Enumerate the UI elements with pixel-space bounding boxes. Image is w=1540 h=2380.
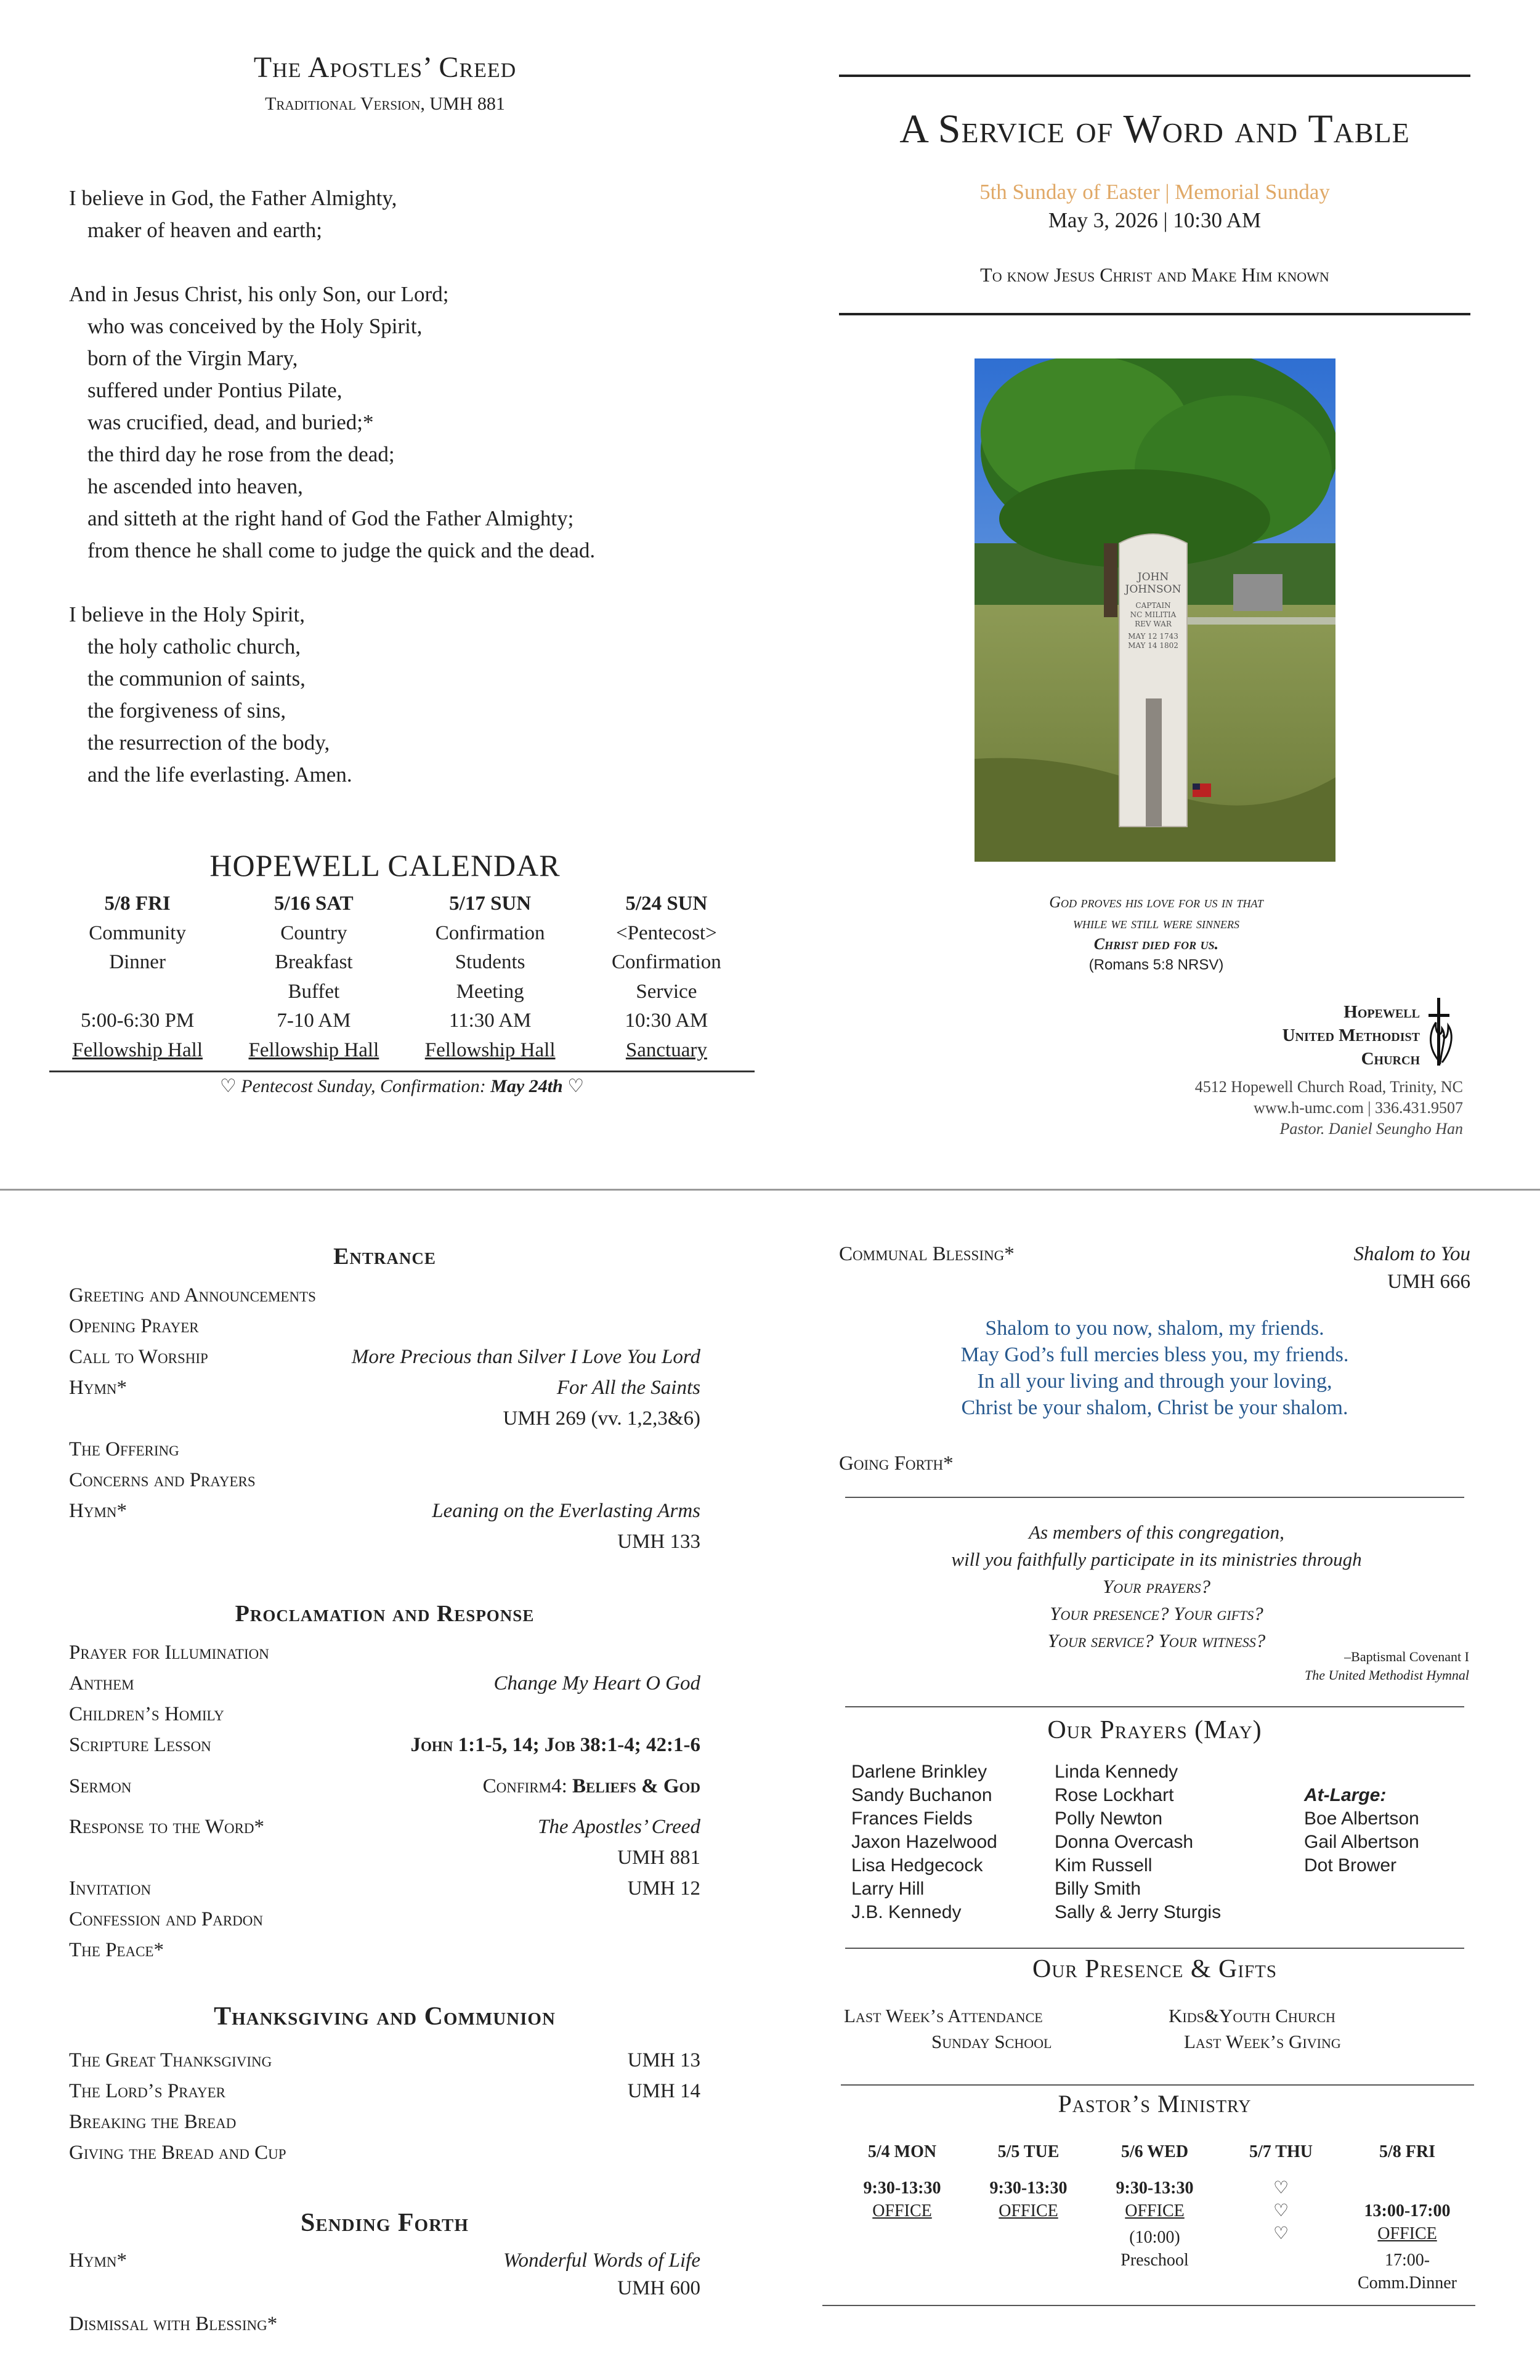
prayer-name: J.B. Kennedy [851, 1902, 962, 1922]
sermon-series: Confirm4: [482, 1775, 573, 1797]
covenant-quote [844, 1519, 1469, 1654]
order-item [69, 1939, 700, 1970]
headstone-line: JOHNSON [1125, 583, 1181, 596]
order-item-label: Prayer for Illumination [69, 1641, 269, 1664]
creed-line: And in Jesus Christ, his only Son, our Lord; [69, 282, 449, 306]
event-line: Country [280, 921, 347, 944]
gifts-block [839, 2003, 1470, 2058]
church-motto: ო To know Jesus Christ and Make Him known ო [965, 264, 1345, 286]
attendance-label: Last Week’s Attendance [844, 2005, 1043, 2026]
creed-line: and sitteth at the right hand of God the Father Almighty; [87, 506, 574, 530]
order-item-label: The Lord’s Prayer [69, 2080, 226, 2102]
cover-bottom-rule [839, 313, 1470, 315]
schedule-date: 5/7 THU [1249, 2142, 1313, 2161]
order-item [69, 1908, 700, 1939]
order-item-label: Children’s Homily [69, 1703, 224, 1725]
church-name [1283, 1000, 1420, 1071]
order-item-label: The Great Thanksgiving [69, 2049, 272, 2071]
order-item-label: Scripture Lesson [69, 1734, 211, 1756]
liturgical-day: 5th Sunday of Easter | Memorial Sunday [979, 180, 1330, 204]
order-item [69, 2111, 700, 2142]
verse-reference: (Romans 5:8 NRSV) [1088, 957, 1224, 973]
order-item [69, 2142, 700, 2172]
headstone-line: MAY 12 1743 [1128, 632, 1178, 641]
schedule-place: OFFICE [1377, 2224, 1437, 2243]
pastor-ministry-heading: Pastor’s Ministry [1058, 2090, 1252, 2118]
order-item-value: Shalom to You [1353, 1243, 1470, 1265]
schedule-time: 9:30-13:30 [863, 2179, 941, 2198]
heart-icon: ♡ [1273, 2201, 1289, 2220]
schedule-day [1344, 2140, 1470, 2307]
cover-top-rule [839, 75, 1470, 77]
creed-line: I believe in the Holy Spirit, [69, 602, 305, 626]
order-item-label: Hymn* [69, 2249, 128, 2272]
order-item-value: UMH 269 (vv. 1,2,3&6) [503, 1407, 700, 1430]
creed-line: and the life everlasting. Amen. [87, 763, 352, 787]
creed-line: the forgiveness of sins, [87, 698, 286, 722]
creed-line: he ascended into heaven, [87, 474, 303, 498]
calendar-title: HOPEWELL CALENDAR [209, 848, 561, 883]
prayer-name: Rose Lockhart [1055, 1785, 1174, 1805]
church-name-line: Hopewell [1343, 1002, 1420, 1022]
order-item-label: Response to the Word* [69, 1816, 265, 1838]
event-line: Community [89, 921, 186, 944]
schedule-time: 9:30-13:30 [989, 2179, 1068, 2198]
note-text: ♡ Pentecost Sunday, Confirmation: [219, 1076, 491, 1096]
order-item-value: UMH 133 [617, 1531, 700, 1553]
headstone-line: MAY 14 1802 [1128, 641, 1178, 650]
covenant-line: Your prayers? [1103, 1576, 1210, 1597]
prayer-name: Dot Brower [1304, 1855, 1397, 1876]
sunday-school-label: Sunday School [931, 2031, 1052, 2052]
event-time: 5:00-6:30 PM [80, 1010, 195, 1032]
order-item-value: UMH 666 [1387, 1271, 1470, 1293]
church-web-phone: www.h-umc.com | 336.431.9507 [1253, 1099, 1463, 1117]
section-heading-proclamation: Proclamation and Response [235, 1601, 535, 1627]
schedule-date: 5/8 FRI [1379, 2142, 1435, 2161]
prayers-heading: Our Prayers (May) [1047, 1716, 1262, 1744]
event-time: 7-10 AM [277, 1010, 351, 1032]
cross-and-flame-icon [1424, 998, 1458, 1069]
section-heading-entrance: Entrance [333, 1244, 436, 1269]
schedule-date: 5/5 TUE [997, 2142, 1060, 2161]
creed-line: the third day he rose from the dead; [87, 442, 395, 466]
church-identity [1170, 998, 1463, 1072]
creed-title: The Apostles’ Creed [253, 51, 517, 84]
event-line: Confirmation [611, 951, 721, 973]
communal-blessing [839, 1243, 1470, 1274]
divider [822, 2305, 1475, 2306]
prayer-name: Sally & Jerry Sturgis [1055, 1902, 1222, 1922]
schedule-day [965, 2140, 1092, 2307]
order-item [69, 2049, 700, 2080]
order-item-label: Hymn* [69, 1500, 128, 1522]
pastor-schedule [839, 2140, 1470, 2307]
headstone-photo [975, 358, 1335, 862]
order-item [69, 1284, 700, 1315]
schedule-event: Preschool [1121, 2251, 1189, 2270]
order-item [69, 1377, 700, 1407]
event-line: Meeting [456, 980, 524, 1003]
lyric-line: Christ be your shalom, Christ be your shalom. [961, 1396, 1348, 1419]
section-heading-sending: Sending Forth [301, 2209, 469, 2237]
creed-line: born of the Virgin Mary, [87, 346, 298, 370]
scripture-reference: John 1:1-5, 14; Job 38:1-4; 42:1-6 [410, 1734, 700, 1756]
divider [845, 1706, 1464, 1707]
order-item [69, 1438, 700, 1469]
event-date: 5/24 SUN [625, 892, 708, 915]
order-item-value: UMH 14 [627, 2080, 700, 2102]
prayer-name: Lisa Hedgecock [851, 1855, 983, 1876]
calendar-event [49, 889, 225, 1073]
order-item-label: Communal Blessing* [839, 1243, 1015, 1265]
order-item-label: Dismissal with Blessing* [69, 2313, 278, 2335]
calendar-event [225, 889, 402, 1073]
covenant-line: Your presence? Your gifts? [1050, 1603, 1263, 1624]
order-item [69, 1672, 700, 1703]
verse-line: God proves his love for us in that [1049, 893, 1263, 911]
prayer-list [851, 1760, 1467, 1951]
order-item [69, 1775, 700, 1806]
sermon-topic: Beliefs & God [572, 1775, 700, 1797]
event-place: Fellowship Hall [248, 1038, 379, 1061]
prayer-name: Donna Overcash [1055, 1832, 1194, 1852]
order-item-value: UMH 600 [617, 2277, 700, 2299]
order-item [69, 2249, 700, 2280]
event-line [49, 977, 225, 1007]
order-item [69, 1703, 700, 1734]
prayer-column [1055, 1760, 1221, 1924]
prayer-name: Boe Albertson [1304, 1808, 1419, 1829]
schedule-date: 5/4 MON [867, 2142, 937, 2161]
order-item-label: Sermon [69, 1775, 132, 1797]
order-item-value: More Precious than Silver I Love You Lord [351, 1346, 700, 1368]
order-item [69, 1877, 700, 1908]
order-item [69, 2313, 700, 2344]
order-item-value: UMH 12 [627, 1877, 700, 1900]
schedule-time: 13:00-17:00 [1364, 2201, 1451, 2220]
schedule-time [1344, 2177, 1470, 2200]
event-time: 10:30 AM [625, 1010, 708, 1032]
divider [845, 1948, 1464, 1949]
schedule-date: 5/6 WED [1121, 2142, 1189, 2161]
order-item-value: Leaning on the Everlasting Arms [432, 1500, 700, 1522]
prayer-column [851, 1760, 997, 1924]
sermon-title [483, 1775, 700, 1798]
at-large-heading: At-Large: [1304, 1785, 1387, 1805]
note-heart: ♡ [562, 1076, 585, 1096]
covenant-attribution [844, 1648, 1469, 1685]
event-place: Fellowship Hall [72, 1038, 203, 1061]
covenant-source: –Baptismal Covenant I [1344, 1649, 1469, 1664]
schedule-event: 17:00- Comm.Dinner [1358, 2251, 1457, 2293]
kids-youth-label: Kids&Youth Church [1169, 2005, 1335, 2026]
event-line: Students [455, 951, 525, 973]
bulletin-outer-side [0, 0, 1540, 1189]
order-item-value: UMH 13 [627, 2049, 700, 2071]
order-item-label: Going Forth* [839, 1452, 954, 1475]
prayer-name: Larry Hill [851, 1879, 925, 1899]
order-item [69, 2277, 700, 2308]
schedule-place: OFFICE [872, 2201, 932, 2220]
schedule-time: (10:00) [1129, 2228, 1180, 2247]
covenant-line: Your service? Your witness? [1047, 1630, 1266, 1651]
event-line: Dinner [109, 951, 166, 973]
order-item-value: UMH 881 [617, 1847, 700, 1869]
prayer-name: Billy Smith [1055, 1879, 1141, 1899]
prayer-name: Polly Newton [1055, 1808, 1163, 1829]
calendar-event [578, 889, 755, 1073]
order-item [69, 1315, 700, 1346]
event-place: Sanctuary [625, 1038, 707, 1061]
note-date: May 24th [490, 1076, 563, 1096]
creed-line: from thence he shall come to judge the quick and the dead. [87, 538, 596, 562]
order-item [69, 1531, 700, 1561]
order-item-value: Change My Heart O God [493, 1672, 700, 1694]
verse-line: Christ died for us. [1093, 935, 1219, 953]
order-item [69, 1734, 700, 1765]
order-item [69, 1469, 700, 1500]
schedule-day [1218, 2140, 1344, 2307]
creed-line: I believe in God, the Father Almighty, [69, 186, 397, 210]
shalom-lyrics [839, 1315, 1470, 1421]
prayer-name: Kim Russell [1055, 1855, 1153, 1876]
schedule-day [1092, 2140, 1218, 2307]
service-date: May 3, 2026 | 10:30 AM [1048, 208, 1262, 232]
event-date: 5/17 SUN [449, 892, 532, 915]
calendar-divider [49, 1071, 755, 1072]
church-contact [1096, 1077, 1463, 1139]
order-item-label: Invitation [69, 1877, 152, 1900]
order-item-label: The Peace* [69, 1939, 164, 1961]
order-item-label: Giving the Bread and Cup [69, 2142, 286, 2164]
order-item-label: Opening Prayer [69, 1315, 199, 1337]
church-name-line: Church [1361, 1049, 1420, 1069]
covenant-hymnal: The United Methodist Hymnal [1304, 1667, 1469, 1683]
creed-line: the communion of saints, [87, 666, 306, 690]
order-item-value: The Apostles’ Creed [538, 1816, 700, 1838]
headstone-line: NC MILITIA [1130, 610, 1177, 619]
divider [845, 1497, 1464, 1498]
calendar-grid [49, 889, 755, 1073]
order-item-label: Breaking the Bread [69, 2111, 237, 2133]
prayer-column-at-large [1304, 1784, 1419, 1877]
lyric-line: Shalom to you now, shalom, my friends. [985, 1317, 1324, 1340]
bulletin-inner-side [0, 1189, 1540, 2380]
order-item [69, 1346, 700, 1377]
event-line: Confirmation [435, 921, 545, 944]
order-item-value: Wonderful Words of Life [503, 2249, 700, 2272]
order-item [69, 1641, 700, 1672]
church-name-line: United Methodist [1282, 1026, 1420, 1045]
covenant-line: will you faithfully participate in its ministries through [951, 1548, 1362, 1570]
schedule-place: OFFICE [1125, 2201, 1185, 2220]
order-item-label: Hymn* [69, 1377, 128, 1399]
order-item [69, 1847, 700, 1877]
prayer-name: Sandy Buchanon [851, 1785, 992, 1805]
creed-line: suffered under Pontius Pilate, [87, 378, 342, 402]
communal-umh [839, 1271, 1470, 1301]
order-item [69, 2080, 700, 2111]
heart-icon: ♡ [1273, 2224, 1289, 2243]
calendar-event [402, 889, 578, 1073]
creed-subtitle: Traditional Version, UMH 881 [265, 94, 505, 114]
creed-text [69, 182, 685, 791]
order-item-label: Greeting and Announcements [69, 1284, 316, 1306]
stanza-break [69, 246, 685, 278]
creed-line: was crucified, dead, and buried;* [87, 410, 374, 434]
prayer-name: Gail Albertson [1304, 1832, 1419, 1852]
lyric-line: In all your living and through your loving, [977, 1370, 1332, 1393]
event-line: <Pentecost> [616, 921, 717, 944]
creed-line: maker of heaven and earth; [87, 218, 322, 242]
prayer-name: Frances Fields [851, 1808, 973, 1829]
order-item-label: Anthem [69, 1672, 134, 1694]
headstone-line: CAPTAIN [1135, 601, 1171, 610]
heart-icon: ♡ [1273, 2179, 1289, 2198]
calendar-note [49, 1075, 755, 1097]
event-line: Buffet [288, 980, 340, 1003]
order-item-label: Call to Worship [69, 1346, 208, 1368]
pastor-name: Pastor. Daniel Seungho Han [1279, 1120, 1463, 1138]
section-heading-thanksgiving: Thanksgiving and Communion [214, 2002, 556, 2031]
event-date: 5/16 SAT [274, 892, 354, 915]
event-date: 5/8 FRI [104, 892, 171, 915]
headstone-line: REV WAR [1135, 620, 1172, 628]
schedule-time: 9:30-13:30 [1116, 2179, 1194, 2198]
stanza-break [69, 567, 685, 599]
creed-line: the resurrection of the body, [87, 731, 330, 755]
event-line: Breakfast [275, 951, 353, 973]
service-title: A Service of Word and Table [899, 107, 1410, 152]
giving-label: Last Week’s Giving [1184, 2031, 1341, 2052]
church-address: 4512 Hopewell Church Road, Trinity, NC [1194, 1078, 1463, 1096]
order-item-label: Confession and Pardon [69, 1908, 263, 1930]
divider [841, 2084, 1474, 2086]
creed-line: who was conceived by the Holy Spirit, [87, 314, 423, 338]
going-forth [839, 1452, 1470, 1483]
headstone-line: JOHN [1137, 571, 1169, 583]
order-item [69, 1407, 700, 1438]
verse-line: while we still were sinners [1073, 914, 1239, 932]
creed-line: the holy catholic church, [87, 634, 301, 658]
scripture-verse [962, 892, 1350, 976]
order-item [69, 1500, 700, 1531]
event-time: 11:30 AM [448, 1010, 532, 1032]
prayer-name: Jaxon Hazelwood [851, 1832, 997, 1852]
schedule-day [839, 2140, 965, 2307]
lyric-line: May God’s full mercies bless you, my friends. [960, 1343, 1349, 1366]
order-item-value: For All the Saints [556, 1377, 700, 1399]
prayer-name: Linda Kennedy [1055, 1762, 1178, 1782]
covenant-line: As members of this congregation, [1029, 1521, 1284, 1543]
prayer-name: Darlene Brinkley [851, 1762, 987, 1782]
schedule-place: OFFICE [999, 2201, 1058, 2220]
order-item-label: Concerns and Prayers [69, 1469, 256, 1491]
order-item [69, 1816, 700, 1847]
event-line: Service [636, 980, 697, 1003]
event-place: Fellowship Hall [424, 1038, 556, 1061]
gifts-heading: Our Presence & Gifts [1032, 1955, 1277, 1983]
order-item-label: The Offering [69, 1438, 179, 1460]
